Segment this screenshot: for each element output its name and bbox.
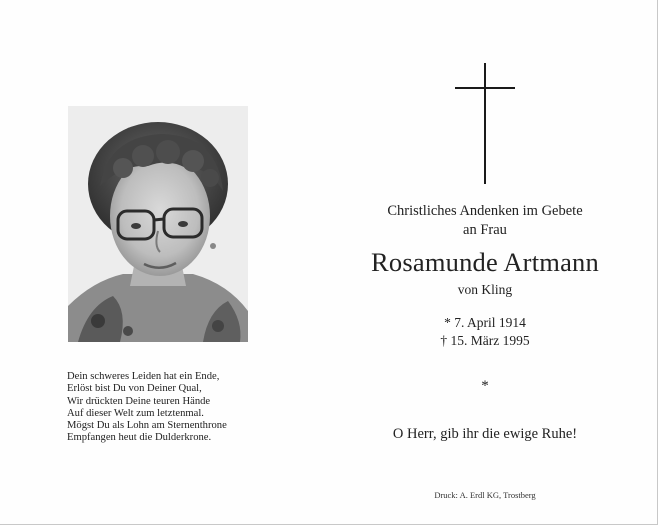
cross-icon — [455, 63, 515, 184]
printer-credit: Druck: A. Erdl KG, Trostberg — [434, 490, 536, 500]
death-date: † 15. März 1995 — [440, 333, 530, 348]
portrait-photo — [68, 106, 248, 342]
birth-date: * 7. April 1914 — [444, 315, 526, 330]
intro-line: Christliches Andenken im Gebete — [387, 203, 583, 219]
portrait-image — [68, 106, 248, 342]
poem-line: Empfangen heut die Dulderkrone. — [67, 432, 212, 444]
separator-star: * — [481, 378, 489, 394]
poem-line: Erlöst bist Du von Deiner Qual, — [67, 383, 202, 395]
poem-line: Dein schweres Leiden hat ein Ende, — [67, 371, 220, 382]
intro-line-2: an Frau — [463, 222, 507, 238]
prayer-line: O Herr, gib ihr die ewige Ruhe! — [392, 426, 578, 442]
cross-vertical-bar — [484, 63, 486, 184]
poem — [67, 371, 277, 445]
deceased-name: Rosamunde Artmann — [371, 247, 599, 277]
poem-line: Auf dieser Welt zum letztenmal. — [67, 407, 204, 419]
cross-horizontal-bar — [455, 87, 515, 89]
poem-line: Mögst Du als Lohn am Sternenthrone — [67, 420, 227, 432]
maiden-name: von Kling — [457, 282, 513, 297]
poem-line: Wir drückten Deine teuren Hände — [67, 395, 211, 407]
